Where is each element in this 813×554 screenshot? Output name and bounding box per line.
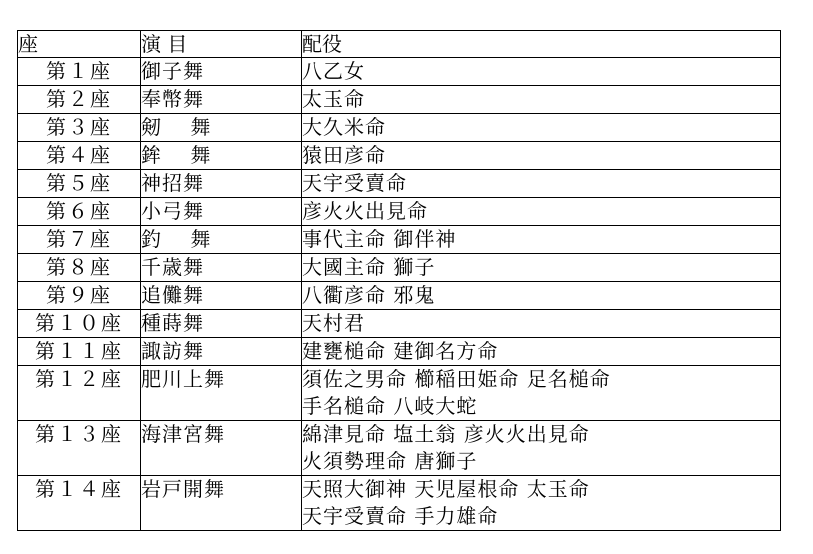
za-cell: 第１１座 bbox=[18, 338, 141, 366]
enmoku-cell: 小弓舞 bbox=[141, 198, 302, 226]
haiyaku-cell bbox=[302, 170, 781, 198]
haiyaku-line: 大國主命 獅子 bbox=[302, 255, 436, 279]
enmoku-cell: 千歳舞 bbox=[141, 254, 302, 282]
haiyaku-cell bbox=[302, 338, 781, 366]
table-row bbox=[18, 421, 781, 476]
haiyaku-cell bbox=[302, 142, 781, 170]
table-row bbox=[18, 282, 781, 310]
haiyaku-cell bbox=[302, 476, 781, 531]
table-row bbox=[18, 310, 781, 338]
enmoku-cell: 諏訪舞 bbox=[141, 338, 302, 366]
table-row bbox=[18, 366, 781, 421]
za-cell: 第５座 bbox=[18, 170, 141, 198]
enmoku-cell: 奉幣舞 bbox=[141, 86, 302, 114]
haiyaku-line: 猿田彦命 bbox=[302, 143, 386, 167]
za-cell: 第１２座 bbox=[18, 366, 141, 421]
header-za: 座 bbox=[18, 31, 141, 58]
haiyaku-cell bbox=[302, 421, 781, 476]
enmoku-cell: 岩戸開舞 bbox=[141, 476, 302, 531]
haiyaku-line: 太玉命 bbox=[302, 87, 365, 111]
table-row bbox=[18, 226, 781, 254]
haiyaku-line: 大久米命 bbox=[302, 115, 386, 139]
haiyaku-line: 彦火火出見命 bbox=[302, 199, 428, 223]
haiyaku-line: 天宇受賣命 手力雄命 bbox=[302, 504, 499, 528]
haiyaku-cell bbox=[302, 254, 781, 282]
table-row bbox=[18, 170, 781, 198]
haiyaku-line: 建甕槌命 建御名方命 bbox=[302, 339, 499, 363]
haiyaku-line: 八衢彦命 邪鬼 bbox=[302, 283, 436, 307]
table-row bbox=[18, 86, 781, 114]
enmoku-cell: 追儺舞 bbox=[141, 282, 302, 310]
enmoku-cell: 御子舞 bbox=[141, 58, 302, 86]
za-cell: 第６座 bbox=[18, 198, 141, 226]
haiyaku-cell bbox=[302, 86, 781, 114]
za-cell: 第１３座 bbox=[18, 421, 141, 476]
haiyaku-cell bbox=[302, 198, 781, 226]
program-table bbox=[17, 30, 781, 531]
za-cell: 第４座 bbox=[18, 142, 141, 170]
header-haiyaku: 配役 bbox=[302, 31, 781, 58]
haiyaku-cell bbox=[302, 282, 781, 310]
haiyaku-line: 綿津見命 塩土翁 彦火火出見命 bbox=[302, 422, 590, 446]
za-cell: 第１４座 bbox=[18, 476, 141, 531]
za-cell: 第８座 bbox=[18, 254, 141, 282]
table-row bbox=[18, 58, 781, 86]
haiyaku-line: 事代主命 御伴神 bbox=[302, 227, 457, 251]
haiyaku-line: 天村君 bbox=[302, 311, 365, 335]
haiyaku-line: 天照大御神 天児屋根命 太玉命 bbox=[302, 477, 590, 501]
za-cell: 第１０座 bbox=[18, 310, 141, 338]
za-cell: 第３座 bbox=[18, 114, 141, 142]
za-cell: 第２座 bbox=[18, 86, 141, 114]
za-cell: 第７座 bbox=[18, 226, 141, 254]
haiyaku-cell bbox=[302, 226, 781, 254]
haiyaku-cell bbox=[302, 366, 781, 421]
table-row bbox=[18, 254, 781, 282]
haiyaku-cell bbox=[302, 310, 781, 338]
header-row bbox=[18, 31, 781, 58]
haiyaku-cell bbox=[302, 58, 781, 86]
table-row bbox=[18, 114, 781, 142]
table-row bbox=[18, 198, 781, 226]
enmoku-cell: 釣 舞 bbox=[141, 226, 302, 254]
za-cell: 第１座 bbox=[18, 58, 141, 86]
enmoku-cell: 海津宮舞 bbox=[141, 421, 302, 476]
haiyaku-cell bbox=[302, 114, 781, 142]
enmoku-cell: 鉾 舞 bbox=[141, 142, 302, 170]
enmoku-cell: 肥川上舞 bbox=[141, 366, 302, 421]
table-row bbox=[18, 476, 781, 531]
haiyaku-line: 火須勢理命 唐獅子 bbox=[302, 449, 478, 473]
haiyaku-line: 八乙女 bbox=[302, 59, 365, 83]
za-cell: 第９座 bbox=[18, 282, 141, 310]
enmoku-cell: 剱 舞 bbox=[141, 114, 302, 142]
haiyaku-line: 須佐之男命 櫛稲田姫命 足名槌命 bbox=[302, 367, 611, 391]
enmoku-cell: 神招舞 bbox=[141, 170, 302, 198]
table-row bbox=[18, 338, 781, 366]
haiyaku-line: 天宇受賣命 bbox=[302, 171, 407, 195]
header-enmoku: 演 目 bbox=[141, 31, 302, 58]
haiyaku-line: 手名槌命 八岐大蛇 bbox=[302, 394, 478, 418]
table-row bbox=[18, 142, 781, 170]
enmoku-cell: 種蒔舞 bbox=[141, 310, 302, 338]
